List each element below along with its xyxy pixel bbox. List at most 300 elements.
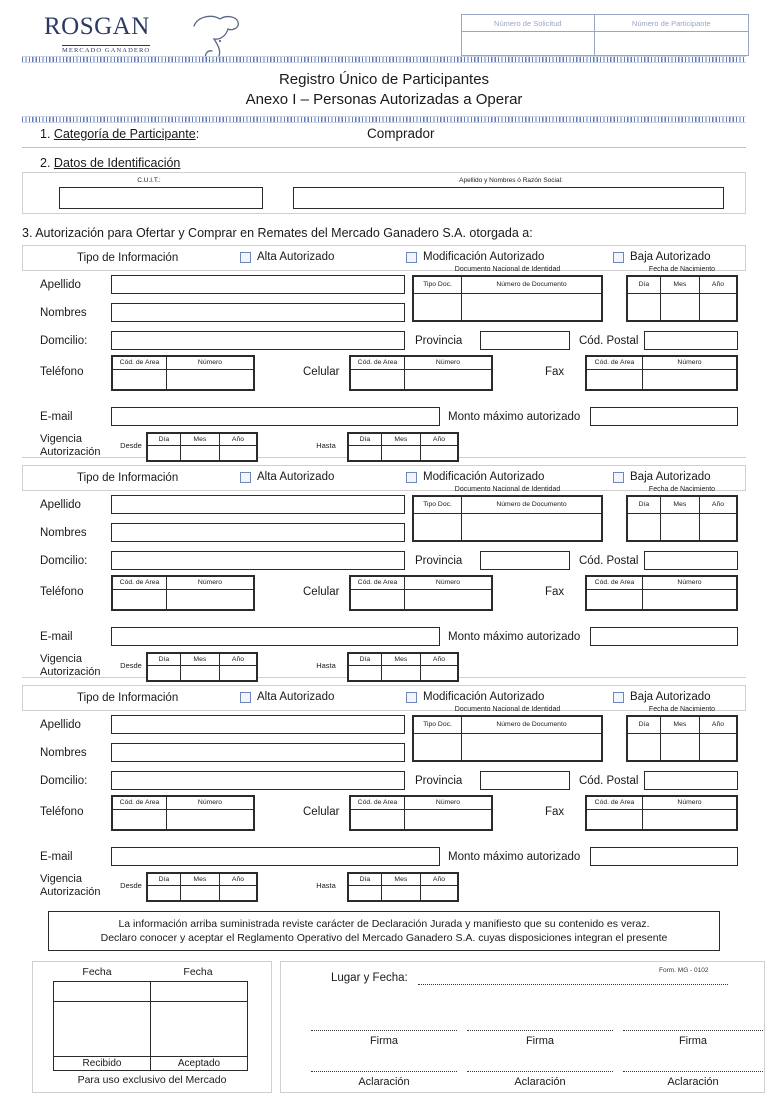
table-row [587,577,737,590]
cel-col-cod-area: Cód. de Area [351,797,405,810]
nac-col-mes: Mes [660,717,699,734]
nac-col-anio: Año [699,277,736,294]
checkbox-modificacion-autorizado[interactable] [406,692,417,703]
apellido-input[interactable] [111,275,405,294]
tel-col-numero: Número [167,797,254,810]
section-1-number: 1. [40,127,51,141]
col-numero-solicitud: Número de Solicitud [462,15,595,32]
fecha-aceptado-input[interactable] [151,982,248,1002]
celular-cod-area-input[interactable] [351,589,405,609]
telefono-numero-input[interactable] [167,369,254,389]
identification-panel [22,172,746,214]
authorized-person-block-3 [22,685,746,897]
desde-col-mes: Mes [180,874,219,886]
provincia-label: Provincia [415,335,463,347]
desde-mes-input[interactable] [180,665,219,680]
celular-group [349,355,493,391]
vigencia-hasta-group [347,872,459,902]
section-1-label [40,127,199,141]
hasta-anio-input[interactable] [420,885,457,900]
checkbox-baja-autorizado[interactable] [613,692,624,703]
celular-numero-input[interactable] [405,369,492,389]
fecha-nacimiento-group-title: Fecha de Nacimiento [648,486,716,493]
nombres-input[interactable] [111,523,405,542]
nac-col-dia: Día [628,717,661,734]
hasta-col-dia: Día [349,874,382,886]
table-row [349,885,458,900]
checkbox-modificacion-autorizado-label: Modificación Autorizado [423,471,545,483]
telefono-numero-input[interactable] [167,589,254,609]
dni-col-numero: Número de Documento [462,717,602,734]
checkbox-alta-autorizado[interactable] [240,252,251,263]
fax-group [585,795,738,831]
aclaracion-label-1: Aclaración [358,1076,410,1088]
page-footer [22,961,746,1101]
declaration-line-2: Declaro conocer y aceptar el Reglamento Operativo del Mercado Ganadero S.A. cuyas disposiciones integran el presente [100,932,668,944]
table-row [113,369,254,389]
celular-group [349,795,493,831]
checkbox-baja-autorizado[interactable] [613,252,624,263]
nac-mes-input[interactable] [660,513,699,540]
celular-numero-input[interactable] [405,589,492,609]
tel-col-numero: Número [167,357,254,370]
logo-wordmark: ROSGAN [44,13,150,40]
recibido-label: Recibido [54,1057,151,1071]
telefono-label: Teléfono [40,806,84,818]
nac-anio-input[interactable] [699,513,736,540]
email-label: E-mail [40,631,73,643]
email-label: E-mail [40,851,73,863]
hasta-label: Hasta [316,441,336,450]
rosgan-logo [44,14,244,62]
table-row [628,277,737,294]
hasta-dia-input[interactable] [349,665,382,680]
checkbox-modificacion-autorizado-label: Modificación Autorizado [423,251,545,263]
dni-numero-input[interactable] [462,733,602,760]
hasta-col-mes: Mes [381,874,420,886]
fax-label: Fax [545,806,565,818]
table-row [351,357,492,370]
desde-dia-input[interactable] [148,665,181,680]
celular-group [349,575,493,611]
nombres-input[interactable] [111,743,405,762]
fecha-recibido-label: Fecha [82,966,112,978]
hasta-mes-input[interactable] [381,885,420,900]
cel-col-numero: Número [405,357,492,370]
fax-cod-area-input[interactable] [587,809,643,829]
fecha-aceptado-label: Fecha [183,966,213,978]
desde-dia-input[interactable] [148,885,181,900]
desde-anio-input[interactable] [219,665,256,680]
firma-label-1: Firma [369,1035,399,1047]
section-1-title: Categoría de Participante [53,127,196,141]
table-row [462,32,749,56]
dni-group [412,275,603,322]
table-row [414,513,602,540]
hasta-col-anio: Año [420,434,457,446]
table-row [148,434,257,446]
provincia-input[interactable] [480,551,570,570]
apellido-label: Apellido [40,499,81,511]
domicilio-label: Domcilio: [40,775,88,787]
dni-col-tipo-doc: Tipo Doc. [414,277,462,294]
vigencia-label-line2: Autorización [40,666,101,678]
tipo-informacion-label: Tipo de Información [77,252,179,264]
celular-numero-input[interactable] [405,809,492,829]
celular-label: Celular [303,366,340,378]
desde-col-anio: Año [219,654,256,666]
logo-subtitle: MERCADO GANADERO [62,47,151,54]
dni-tipo-doc-input[interactable] [414,513,462,540]
nac-mes-input[interactable] [660,733,699,760]
hasta-col-anio: Año [420,654,457,666]
signature-panel [280,961,765,1093]
aclaracion-label-3: Aclaración [667,1076,719,1088]
vigencia-hasta-group [347,652,459,682]
person-contact-3 [22,849,746,897]
tel-col-numero: Número [167,577,254,590]
monto-maximo-label: Monto máximo autorizado [448,851,581,863]
fax-col-numero: Número [643,357,737,370]
fecha-nacimiento-group [626,495,738,542]
decorative-band-middle [22,116,746,123]
dni-col-numero: Número de Documento [462,497,602,514]
tel-col-cod-area: Cód. de Area [113,577,167,590]
table-row [349,445,458,460]
provincia-input[interactable] [480,771,570,790]
lugar-y-fecha-input[interactable] [418,984,728,985]
nombres-label: Nombres [40,747,87,759]
nac-col-anio: Año [699,717,736,734]
desde-label: Desde [120,441,142,450]
authorized-person-block-2 [22,465,746,677]
telefono-cod-area-input[interactable] [113,589,167,609]
fax-group [585,575,738,611]
hasta-anio-input[interactable] [420,665,457,680]
person-fields-2 [22,486,746,629]
sello-aceptado-area[interactable] [151,1002,248,1057]
checkbox-alta-autorizado[interactable] [240,472,251,483]
desde-anio-input[interactable] [219,885,256,900]
desde-dia-input[interactable] [148,445,181,460]
cel-col-numero: Número [405,797,492,810]
numero-participante-input[interactable] [594,32,748,56]
checkbox-modificacion-autorizado[interactable] [406,472,417,483]
tipo-informacion-label: Tipo de Información [77,472,179,484]
hasta-col-dia: Día [349,434,382,446]
monto-maximo-input[interactable] [590,847,738,866]
domicilio-input[interactable] [111,551,405,570]
telefono-cod-area-input[interactable] [113,809,167,829]
telefono-group [111,355,255,391]
dni-group-title: Documento Nacional de Identidad [454,266,561,273]
table-row [628,293,737,320]
section-1-categoria [22,123,746,148]
hasta-mes-input[interactable] [381,445,420,460]
fax-group [585,355,738,391]
table-row [414,293,602,320]
table-row [113,809,254,829]
nac-dia-input[interactable] [628,513,661,540]
table-row [628,733,737,760]
desde-mes-input[interactable] [180,445,219,460]
vigencia-desde-group [146,872,258,902]
nac-mes-input[interactable] [660,293,699,320]
dni-numero-input[interactable] [462,513,602,540]
page-header [0,0,768,56]
dni-tipo-doc-input[interactable] [414,733,462,760]
vigencia-label-line1: Vigencia [40,653,82,665]
table-row [349,665,458,680]
celular-cod-area-input[interactable] [351,369,405,389]
hasta-col-mes: Mes [381,654,420,666]
fax-label: Fax [545,366,565,378]
table-row [587,357,737,370]
telefono-label: Teléfono [40,586,84,598]
desde-mes-input[interactable] [180,885,219,900]
firma-line-3[interactable] [623,1030,763,1031]
razon-social-label: Apellido y Nombres ó Razón Social: [459,177,563,184]
provincia-input[interactable] [480,331,570,350]
hasta-label: Hasta [316,881,336,890]
codigo-postal-label: Cód. Postal [579,775,639,787]
telefono-group [111,575,255,611]
table-row [148,874,257,886]
celular-cod-area-input[interactable] [351,809,405,829]
apellido-input[interactable] [111,495,405,514]
tel-col-cod-area: Cód. de Area [113,357,167,370]
section-2-title: Datos de Identificación [53,156,181,170]
table-row [148,445,257,460]
desde-anio-input[interactable] [219,445,256,460]
table-row [462,15,749,32]
vigencia-label-line1: Vigencia [40,433,82,445]
telefono-numero-input[interactable] [167,809,254,829]
firma-label-2: Firma [525,1035,555,1047]
fax-numero-input[interactable] [643,809,737,829]
declaration-line-1: La información arriba suministrada reviste carácter de Declaración Jurada y manifiesto que su contenido es veraz. [118,918,650,930]
table-row [349,654,458,666]
table-row [587,797,737,810]
table-row [628,513,737,540]
razon-social-input[interactable] [293,187,724,209]
hasta-dia-input[interactable] [349,885,382,900]
dni-col-numero: Número de Documento [462,277,602,294]
table-row [113,357,254,370]
table-row [54,982,248,1002]
checkbox-baja-autorizado-label: Baja Autorizado [630,251,711,263]
nac-dia-input[interactable] [628,293,661,320]
fecha-nacimiento-group-title: Fecha de Nacimiento [648,706,716,713]
vigencia-label-line1: Vigencia [40,873,82,885]
celular-label: Celular [303,586,340,598]
table-row [414,733,602,760]
fax-numero-input[interactable] [643,589,737,609]
aclaracion-line-2[interactable] [467,1071,613,1072]
nombres-input[interactable] [111,303,405,322]
apellido-label: Apellido [40,719,81,731]
firma-label-3: Firma [678,1035,708,1047]
uso-interno-panel [32,961,272,1093]
recibido-aceptado-table [53,981,248,1071]
uso-exclusivo-label: Para uso exclusivo del Mercado [77,1074,227,1086]
table-row [587,369,737,389]
aclaracion-line-3[interactable] [623,1071,763,1072]
domicilio-label: Domcilio: [40,555,88,567]
vigencia-label-line2: Autorización [40,886,101,898]
dni-tipo-doc-input[interactable] [414,293,462,320]
nac-col-mes: Mes [660,277,699,294]
section-3-title: 3. Autorización para Ofertar y Comprar en Remates del Mercado Ganadero S.A. otorgada a: [22,226,533,240]
telefono-group [111,795,255,831]
codigo-postal-input[interactable] [644,771,738,790]
table-row [148,885,257,900]
celular-label: Celular [303,806,340,818]
table-row [113,577,254,590]
nac-col-mes: Mes [660,497,699,514]
table-row [351,369,492,389]
table-row [414,717,602,734]
table-row [414,277,602,294]
fax-cod-area-input[interactable] [587,589,643,609]
section-2-number: 2. [40,156,51,170]
email-input[interactable] [111,407,440,426]
domicilio-input[interactable] [111,331,405,350]
vigencia-hasta-group [347,432,459,462]
domicilio-input[interactable] [111,771,405,790]
table-row [148,665,257,680]
desde-label: Desde [120,881,142,890]
desde-col-dia: Día [148,434,181,446]
lugar-y-fecha-label: Lugar y Fecha: [331,972,408,984]
table-row [349,434,458,446]
aclaracion-line-1[interactable] [311,1071,457,1072]
codigo-postal-input[interactable] [644,331,738,350]
nac-anio-input[interactable] [699,733,736,760]
fax-numero-input[interactable] [643,369,737,389]
dni-group-title: Documento Nacional de Identidad [454,486,561,493]
fecha-nacimiento-group-title: Fecha de Nacimiento [648,266,716,273]
page-title [0,70,768,110]
hasta-mes-input[interactable] [381,665,420,680]
checkbox-baja-autorizado-label: Baja Autorizado [630,691,711,703]
table-row [628,717,737,734]
table-row [351,577,492,590]
apellido-input[interactable] [111,715,405,734]
nac-col-dia: Día [628,497,661,514]
hasta-col-mes: Mes [381,434,420,446]
email-input[interactable] [111,847,440,866]
hasta-anio-input[interactable] [420,445,457,460]
telefono-label: Teléfono [40,366,84,378]
nombres-label: Nombres [40,307,87,319]
hasta-label: Hasta [316,661,336,670]
dni-col-tipo-doc: Tipo Doc. [414,717,462,734]
table-row [587,809,737,829]
person-contact-1 [22,409,746,457]
cuit-input[interactable] [59,187,263,209]
table-row [587,589,737,609]
nac-anio-input[interactable] [699,293,736,320]
fax-label: Fax [545,586,565,598]
hasta-col-dia: Día [349,654,382,666]
desde-label: Desde [120,661,142,670]
hasta-col-anio: Año [420,874,457,886]
monto-maximo-input[interactable] [590,407,738,426]
table-row [113,797,254,810]
firma-line-1[interactable] [311,1030,457,1031]
email-input[interactable] [111,627,440,646]
form-code: Form. MG - 0102 [659,967,709,974]
dni-group [412,495,603,542]
nac-col-anio: Año [699,497,736,514]
desde-col-dia: Día [148,874,181,886]
table-row [628,497,737,514]
firma-line-2[interactable] [467,1030,613,1031]
cel-col-numero: Número [405,577,492,590]
checkbox-alta-autorizado-label: Alta Autorizado [257,691,335,703]
checkbox-alta-autorizado-label: Alta Autorizado [257,251,335,263]
tipo-informacion-label: Tipo de Información [77,692,179,704]
section-1-colon: : [195,127,200,141]
vigencia-desde-group [146,432,258,462]
monto-maximo-label: Monto máximo autorizado [448,411,581,423]
person-fields-3 [22,706,746,849]
codigo-postal-label: Cód. Postal [579,335,639,347]
fax-col-numero: Número [643,797,737,810]
dni-numero-input[interactable] [462,293,602,320]
dni-group [412,715,603,762]
aceptado-label: Aceptado [151,1057,248,1071]
person-fields-1 [22,266,746,409]
checkbox-alta-autorizado-label: Alta Autorizado [257,471,335,483]
fecha-recibido-input[interactable] [54,982,151,1002]
fax-col-numero: Número [643,577,737,590]
codigo-postal-input[interactable] [644,551,738,570]
monto-maximo-input[interactable] [590,627,738,646]
telefono-cod-area-input[interactable] [113,369,167,389]
table-row [113,589,254,609]
hasta-dia-input[interactable] [349,445,382,460]
nac-dia-input[interactable] [628,733,661,760]
title-line-1: Registro Único de Participantes [278,71,490,88]
checkbox-modificacion-autorizado[interactable] [406,252,417,263]
checkbox-alta-autorizado[interactable] [240,692,251,703]
provincia-label: Provincia [415,555,463,567]
cel-col-cod-area: Cód. de Area [351,357,405,370]
vigencia-desde-group [146,652,258,682]
vigencia-label-line2: Autorización [40,446,101,458]
fax-col-cod-area: Cód. de Area [587,577,643,590]
cuit-label: C.U.I.T.: [137,177,161,184]
monto-maximo-label: Monto máximo autorizado [448,631,581,643]
table-row [54,1057,248,1071]
categoria-value: Comprador [367,126,435,141]
email-label: E-mail [40,411,73,423]
desde-col-mes: Mes [180,654,219,666]
numero-solicitud-input[interactable] [462,32,595,56]
cel-col-cod-area: Cód. de Area [351,577,405,590]
sello-recibido-area[interactable] [54,1002,151,1057]
codigo-postal-label: Cód. Postal [579,555,639,567]
desde-col-mes: Mes [180,434,219,446]
tel-col-cod-area: Cód. de Area [113,797,167,810]
table-row [351,589,492,609]
dni-group-title: Documento Nacional de Identidad [454,706,561,713]
fax-cod-area-input[interactable] [587,369,643,389]
checkbox-baja-autorizado[interactable] [613,472,624,483]
fax-col-cod-area: Cód. de Area [587,797,643,810]
